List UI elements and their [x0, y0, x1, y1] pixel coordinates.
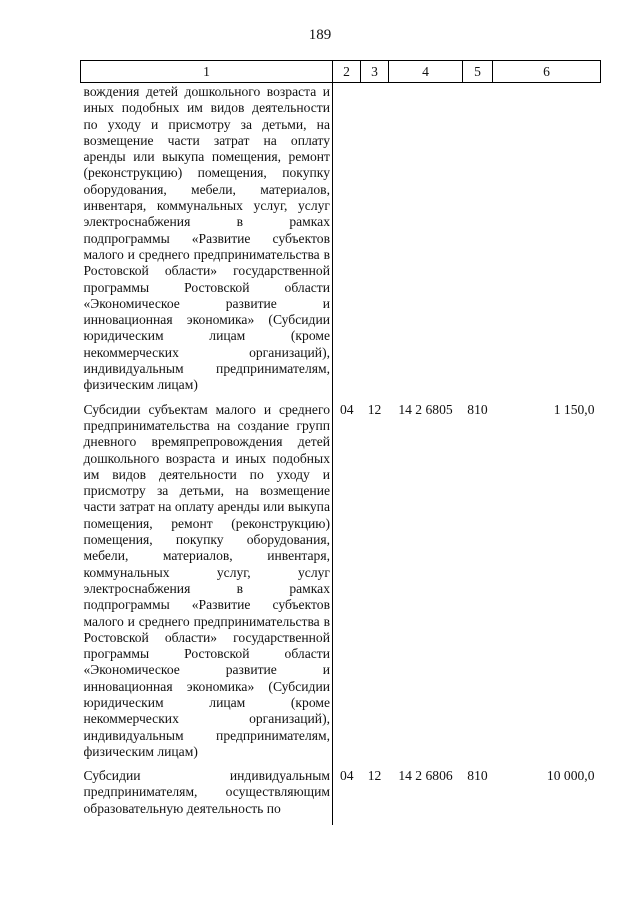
budget-table — [80, 60, 601, 825]
row-amount — [493, 83, 601, 402]
header-col-3: 3 — [361, 61, 389, 83]
table-header — [81, 61, 601, 83]
header-col-5: 5 — [463, 61, 493, 83]
page-number: 189 — [308, 27, 332, 43]
row-rz — [333, 83, 361, 402]
header-col-4: 4 — [389, 61, 463, 83]
row-rz: 04 — [339, 401, 354, 417]
row-vr — [463, 83, 493, 402]
row-csr: 14 2 6806 — [398, 768, 453, 784]
header-col-1: 1 — [81, 61, 333, 83]
description-text: Субсидии индивидуальным предпринимателям, осуществляющим образовательную деятельность по — [83, 768, 330, 816]
row-pr — [361, 83, 389, 402]
row-pr: 12 — [367, 768, 382, 784]
description-text: Субсидии субъектам малого и среднего предпринимательства на создание групп дневного времяпрепровождения детей дошкольного возраста и иных подобных им видов деятельности по уходу и присмотру за детьми, на возмещение части затрат на оплату аренды или выкупа помещения, ремонт (реконструкцию) помещения, покупку оборудования, мебели, материалов, инвентаря, коммунальных услуг, услуг электроснабжения в рамках подпрограммы «Развитие субъектов малого и среднего предпринимательства в Ростовской области» государственной программы Ростовской области «Экономическое развитие и инновационная экономика» (Субсидии юридическим лицам (кроме некоммерческих организаций), индивидуальным предпринимателям, физическим лицам) — [83, 401, 330, 759]
row-amount: 10 000,0 — [546, 768, 595, 784]
table-row — [81, 83, 601, 402]
row-vr: 810 — [467, 401, 488, 417]
table-row — [81, 402, 601, 769]
row-csr — [389, 83, 463, 402]
row-pr: 12 — [367, 401, 382, 417]
row-rz: 04 — [339, 768, 354, 784]
table-body — [81, 83, 601, 826]
header-col-6: 6 — [493, 61, 601, 83]
row-description — [81, 83, 333, 402]
row-csr: 14 2 6805 — [398, 401, 453, 417]
table-row — [81, 768, 601, 825]
header-row — [81, 61, 601, 83]
row-description — [81, 402, 333, 769]
description-text: вождения детей дошкольного возраста и иных подобных им видов деятельности по уходу и присмотру за детьми, на возмещение части затрат на оплату аренды или выкупа помещения, ремонт (реконструкцию) помещения, покупку оборудования, мебели, материалов, инвентаря, коммунальных услуг, услуг электроснабжения в рамках подпрограммы «Развитие субъектов малого и среднего предпринимательства в Ростовской области» государственной программы Ростовской области «Экономическое развитие и инновационная экономика» (Субсидии юридическим лицам (кроме некоммерческих организаций), индивидуальным предпринимателям, физическим лицам) — [83, 84, 330, 393]
row-description — [81, 768, 333, 825]
row-vr: 810 — [467, 768, 488, 784]
header-col-2: 2 — [333, 61, 361, 83]
row-amount: 1 150,0 — [553, 401, 595, 417]
